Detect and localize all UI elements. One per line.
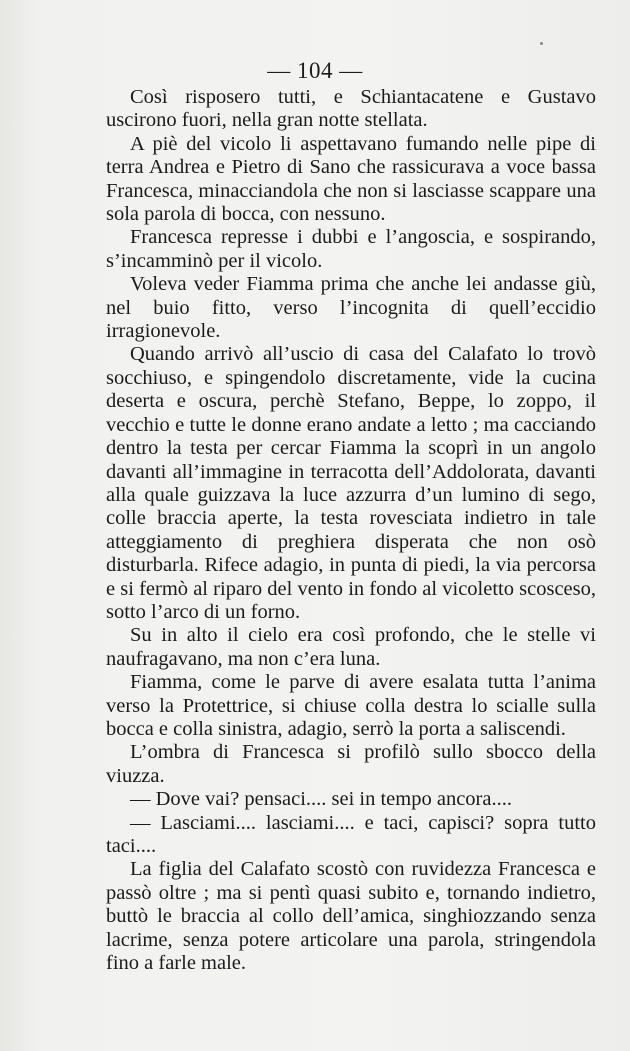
paragraph: Fiamma, come le parve di avere esalata tutta l’anima verso la Protettrice, si chiuse colla destra lo scialle sulla bocca e colla sinistra, adagio, serrò la porta a saliscendi. bbox=[106, 671, 596, 740]
paper-speck bbox=[540, 42, 543, 45]
paragraph: Francesca represse i dubbi e l’angoscia, e sospirando, s’incamminò per il vicolo. bbox=[106, 226, 596, 272]
paragraph: A piè del vicolo li aspettavano fumando nelle pipe di terra Andrea e Pietro di Sano che rassicurava a voce bassa Francesca, minacciandola che non si lasciasse scappare una sola parola di bocca, con nessuno. bbox=[106, 132, 596, 226]
paragraph: Su in alto il cielo era così profondo, che le stelle vi naufragavano, ma non c’era luna. bbox=[106, 624, 596, 670]
paragraph: La figlia del Calafato scostò con ruvidezza Francesca e passò oltre ; ma si pentì quasi subito e, tornando indietro, buttò le braccia al collo dell’amica, singhiozzando senza lacrime, senza potere articolare una parola, stringendola fino a farle male. bbox=[106, 858, 596, 975]
paragraph: Voleva veder Fiamma prima che anche lei andasse giù, nel buio fitto, verso l’incognita di quell’eccidio irragionevole. bbox=[106, 273, 596, 343]
dialogue-line: — Dove vai? pensaci.... sei in tempo ancora.... bbox=[130, 788, 512, 811]
paragraph: Così risposero tutti, e Schiantacatene e Gustavo uscirono fuori, nella gran notte stellata. bbox=[106, 86, 596, 132]
page-number: — 104 — bbox=[267, 58, 363, 83]
dialogue-line: — Lasciami.... lasciami.... e taci, capisci? sopra tutto taci.... bbox=[106, 811, 596, 857]
paragraph: L’ombra di Francesca si profilò sullo sbocco della viuzza. bbox=[106, 741, 596, 787]
body-text bbox=[106, 86, 596, 975]
paragraph: Quando arrivò all’uscio di casa del Calafato lo trovò socchiuso, e spingendolo discretamente, vide la cucina deserta e oscura, perchè Stefano, Beppe, lo zoppo, il vecchio e tutte le donne erano andate a letto ; ma cacciando dentro la testa per cercar Fiamma la scoprì in un angolo davanti all’immagine in terracotta dell’Addolorata, davanti alla quale guizzava la luce azzurra d’un lumino di sego, colle braccia aperte, la testa rovesciata indietro in tale atteggiamento di preghiera disperata che non osò disturbarla. Rifece adagio, in punta di piedi, la via percorsa e si fermò al riparo del vento in fondo al vicoletto scosceso, sotto l’arco di un forno. bbox=[106, 343, 596, 623]
